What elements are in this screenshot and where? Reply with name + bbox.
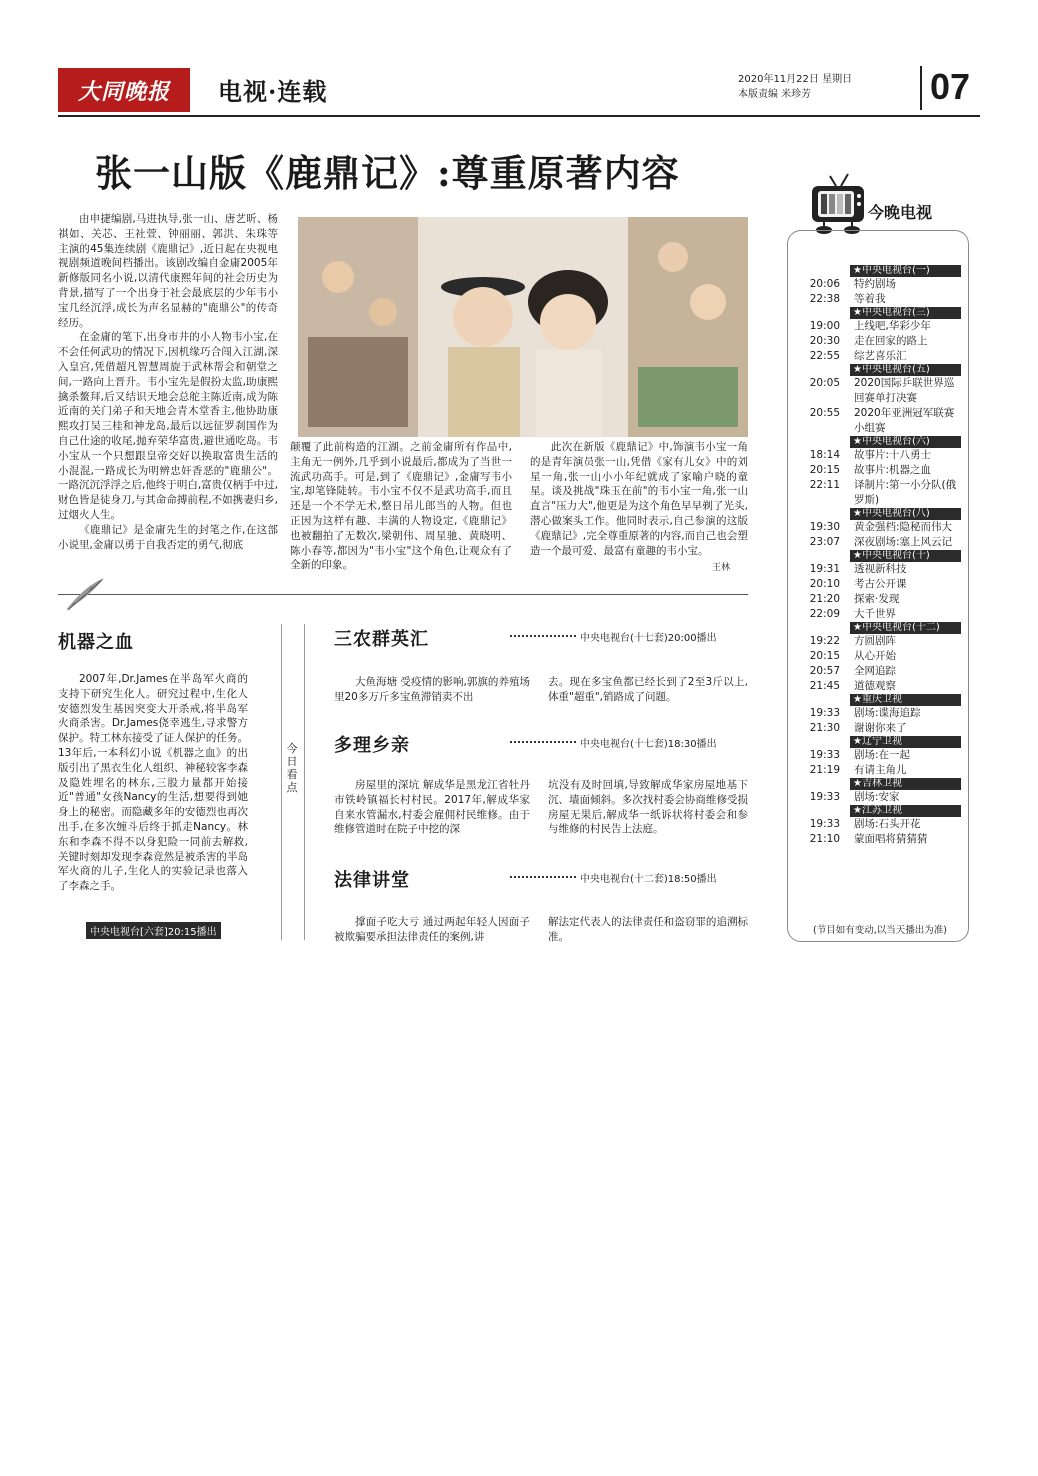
program-row	[796, 664, 961, 679]
channel-name: ★中央电视台(十)	[850, 550, 961, 562]
feature-body	[58, 672, 248, 894]
highlight-title: 法律讲堂	[334, 870, 410, 891]
highlight-text-right	[548, 778, 748, 837]
program-name: 有请主角儿	[854, 764, 907, 776]
highlight-text-left	[334, 675, 530, 705]
channel-block	[796, 622, 961, 694]
program-row	[796, 406, 961, 436]
story-author: 王林	[712, 563, 731, 573]
highlight-text-left	[334, 778, 530, 837]
program-row	[796, 790, 961, 805]
program-time: 19:33	[809, 749, 840, 761]
program-name: 考古公开课	[854, 578, 907, 590]
program-name: 综艺喜乐汇	[854, 350, 907, 362]
channel-block	[796, 436, 961, 508]
issue-date: 2020年11月22日 星期日	[738, 74, 853, 85]
story-column-2	[290, 440, 512, 573]
highlight-paragraph: 坑没有及时回填,导致解成华家房屋地基下沉、墙面倾斜。多次找村委会协商维修受损房屋无果后,解成华一纸诉状将村委会和参与维修的村民告上法庭。	[548, 779, 748, 836]
channel-name: ★吉林卫视	[850, 778, 961, 790]
channel-block	[796, 778, 961, 805]
program-name: 谢谢你来了	[854, 722, 907, 734]
program-row	[796, 634, 961, 649]
highlight-dotted-line	[510, 741, 576, 743]
program-row	[796, 832, 961, 847]
program-name: 剧场:在一起	[854, 749, 911, 761]
story-column-3	[530, 440, 748, 558]
program-name: 透视新科技	[854, 563, 907, 575]
feature-paragraph: 2007年,Dr.James在半岛军火商的支持下研究生化人。研究过程中,生化人安德烈发生基因突变大开杀戒,将半岛军火商杀害。Dr.James侥幸逃生,寻求警方保护。特工林东接受了证人保护的任务。13年后,一本科幻小说《机器之血》的出版引出了黑衣生化人组织、神秘较客李森及隐姓埋名的林东,三股力量都开始接近"普通"女孩Nancy的生活,想要得到她身上的秘密。而隐藏多年的安德烈也再次出手,在多次缠斗后终于抓走Nancy。林东和李森不得不以身犯险一同前去解救,关键时刻却发现李森竟然是被杀害的半岛军火商的儿子,生化人的实验记录也落入了李森之手。	[58, 673, 248, 893]
program-name: 全网追踪	[854, 665, 896, 677]
highlight-text-right	[548, 915, 748, 945]
program-time: 20:15	[809, 464, 840, 476]
program-name: 故事片:机器之血	[854, 464, 932, 476]
program-name: 大千世界	[854, 608, 896, 620]
program-time: 21:45	[809, 680, 840, 692]
program-name: 故事片:十八勇士	[854, 449, 932, 461]
story-paragraph: 由申捷编剧,马进执导,张一山、唐艺昕、杨祺如、关芯、王社萱、钟丽丽、郭洪、朱珠等主演的45集连续剧《鹿鼎记》,近日起在央视电视剧频道晚间档播出。该剧改编自金庸2005年新修版同名小说,以清代康熙年间的社会历史为背景,描写了一个出身于社会最底层的少年韦小宝几经沉浮,成长为声名显赫的"鹿鼎公"的传奇经历。	[58, 213, 278, 329]
program-row	[796, 649, 961, 664]
highlight-text-left	[334, 915, 530, 945]
program-time: 22:09	[809, 608, 840, 620]
header-rule	[58, 115, 980, 117]
story-paragraph: 颠覆了此前构造的江湖。之前金庸所有作品中,主角无一例外,几乎到小说最后,都成为了当世一流武功高手。可是,到了《鹿鼎记》,金庸写韦小宝,却笔锋陡转。韦小宝不仅不是武功高手,而且还是一个不学无术,整日吊儿郎当的人物。但也正因为这样有趣、丰满的人物设定,《鹿鼎记》也被翻拍了无数次,梁朝伟、周星驰、黄晓明、陈小春等,都因为"韦小宝"这个角色,让观众有了全新的印象。	[290, 441, 512, 572]
program-time: 19:33	[809, 707, 840, 719]
highlight-paragraph: 房屋里的深坑 解成华是黑龙江省牡丹市铁岭镇福长村村民。2017年,解成华家自来水管漏水,村委会雇佣村民维修。由于维修管道时在院子中挖的深	[334, 779, 530, 836]
channel-block	[796, 508, 961, 550]
program-name: 探索·发现	[854, 593, 900, 605]
schedule-note: (节目如有变动,以当天播出为准)	[813, 925, 947, 936]
program-time: 20:05	[809, 377, 840, 389]
program-time: 21:10	[809, 833, 840, 845]
highlight-paragraph: 去。现在多宝鱼都已经长到了2至3斤以上,体重"超重",销路成了问题。	[548, 676, 748, 703]
program-name: 走在回家的路上	[854, 335, 928, 347]
program-time: 20:57	[809, 665, 840, 677]
program-time: 22:38	[809, 293, 840, 305]
channel-name: ★中央电视台(八)	[850, 508, 961, 520]
channel-name: ★中央电视台(六)	[850, 436, 961, 448]
program-name: 道德观察	[854, 680, 896, 692]
program-name: 深夜剧场:塞上风云记	[854, 536, 953, 548]
channel-block	[796, 694, 961, 736]
program-time: 21:30	[809, 722, 840, 734]
program-row	[796, 448, 961, 463]
highlight-dotted-line	[510, 876, 576, 878]
highlight-channel-tag: 中央电视台(十七套)18:30播出	[580, 739, 717, 750]
highlight-paragraph: 大鱼海塘 受疫情的影响,郭旗的养殖场里20多万斤多宝鱼滞销卖不出	[334, 676, 530, 703]
section-title: 电视·连载	[218, 77, 328, 106]
main-headline: 张一山版《鹿鼎记》:尊重原著内容	[95, 151, 680, 195]
program-row	[796, 607, 961, 622]
tv-set-icon	[808, 172, 868, 238]
channel-name: ★中央电视台(五)	[850, 364, 961, 376]
highlight-paragraph: 解法定代表人的法律责任和盗窃罪的追溯标准。	[548, 916, 748, 943]
program-time: 20:30	[809, 335, 840, 347]
program-time: 20:15	[809, 650, 840, 662]
story-paragraph: 《鹿鼎记》是金庸先生的封笔之作,在这部小说里,金庸以勇于自我否定的勇气,彻底	[58, 523, 278, 551]
channel-name: ★重庆卫视	[850, 694, 961, 706]
program-name: 上线吧,华彩少年	[854, 320, 931, 332]
program-row	[796, 334, 961, 349]
program-time: 21:19	[809, 764, 840, 776]
program-row	[796, 562, 961, 577]
program-time: 20:06	[809, 278, 840, 290]
channel-name: ★江苏卫视	[850, 805, 961, 817]
program-row	[796, 721, 961, 736]
program-row	[796, 748, 961, 763]
program-name: 蒙面唱将猜猜猜	[854, 833, 928, 845]
program-row	[796, 478, 961, 508]
program-time: 20:55	[809, 407, 840, 419]
highlight-title: 三农群英汇	[334, 629, 429, 650]
section-divider	[58, 594, 748, 595]
highlight-title: 多理乡亲	[334, 735, 410, 756]
program-time: 21:20	[809, 593, 840, 605]
program-time: 22:55	[809, 350, 840, 362]
program-name: 2020年亚洲冠军联赛小组赛	[854, 407, 955, 434]
highlight-dotted-line	[510, 635, 576, 637]
highlight-text-right	[548, 675, 748, 705]
program-row	[796, 520, 961, 535]
story-paragraph: 在金庸的笔下,出身市井的小人物韦小宝,在不会任何武功的情况下,因机缘巧合闯入江湖,深入皇宫,凭借超凡智慧周旋于武林帮会和朝堂之间,一路向上晋升。韦小宝先是假扮太监,助康熙擒杀鳌拜,后又结识天地会总舵主陈近南,成为陈近南的关门弟子和天地会青木堂香主,他协助康熙攻打吴三桂和神龙岛,最后以远征罗刹国作为自己仕途的收尾,抛弃荣华富贵,避世通吃岛。韦小宝从一个只想跟皇帝交好以换取富贵生活的小混混,一路成长为明辨忠奸香恶的"鹿鼎公"。一路沉沉浮浮之后,他终于明白,富贵仅柄手中过,财色皆是徒身刀,与其命命搏前程,不如携妻归乡,过烟火人生。	[58, 331, 279, 521]
channel-block	[796, 550, 961, 622]
program-time: 19:33	[809, 818, 840, 830]
drama-photo	[298, 217, 748, 437]
channel-block	[796, 805, 961, 847]
program-time: 19:30	[809, 521, 840, 533]
program-row	[796, 763, 961, 778]
program-time: 22:11	[809, 479, 840, 491]
program-name: 黄金强档:隐秘而伟大	[854, 521, 953, 533]
channel-name: ★中央电视台(十二)	[850, 622, 961, 634]
program-name: 从心开始	[854, 650, 896, 662]
program-row	[796, 277, 961, 292]
program-row	[796, 319, 961, 334]
tv-schedule	[796, 265, 961, 847]
program-time: 23:07	[809, 536, 840, 548]
program-time: 19:22	[809, 635, 840, 647]
program-row	[796, 376, 961, 406]
channel-name: ★中央电视台(三)	[850, 307, 961, 319]
tv-tonight-title: 今晚电视	[868, 203, 933, 222]
channel-block	[796, 364, 961, 436]
page-editor: 本版责编 米珍芳	[738, 89, 812, 100]
program-row	[796, 577, 961, 592]
program-row	[796, 679, 961, 694]
channel-name: ★辽宁卫视	[850, 736, 961, 748]
program-name: 2020国际乒联世界巡回赛单打决赛	[854, 377, 955, 404]
header-divider	[920, 66, 922, 110]
program-time: 19:00	[809, 320, 840, 332]
feature-channel-tag: 中央电视台[六套]20:15播出	[86, 922, 221, 939]
channel-name: ★中央电视台(一)	[850, 265, 961, 277]
program-time: 19:33	[809, 791, 840, 803]
program-row	[796, 817, 961, 832]
program-name: 方圆剧阵	[854, 635, 896, 647]
program-row	[796, 292, 961, 307]
program-row	[796, 592, 961, 607]
drama-photo-illustration	[298, 217, 748, 437]
program-name: 剧场:谍海追踪	[854, 707, 921, 719]
highlight-paragraph: 撑面子吃大亏 通过两起年轻人因面子被欺骗要承担法律责任的案例,讲	[334, 916, 530, 943]
newspaper-logo	[58, 68, 190, 112]
highlights-vertical-label: 今日看点	[283, 742, 301, 794]
issue-info	[738, 72, 852, 102]
program-name: 特约剧场	[854, 278, 896, 290]
program-name: 等着我	[854, 293, 886, 305]
program-row	[796, 535, 961, 550]
channel-block	[796, 265, 961, 307]
feather-icon	[62, 574, 110, 614]
program-time: 20:10	[809, 578, 840, 590]
story-column-1	[58, 212, 278, 552]
program-name: 剧场:石头开花	[854, 818, 921, 830]
program-time: 18:14	[809, 449, 840, 461]
story-paragraph: 此次在新版《鹿鼎记》中,饰演韦小宝一角的是青年演员张一山,凭借《家有儿女》中的刘星一角,张一山小小年纪就成了家喻户晓的童星。谈及挑战"珠玉在前"的韦小宝一角,张一山直言"压力大",他更是为这个角色早早剃了光头,潜心做案头工作。他同时表示,自己参演的这版《鹿鼎记》,完全尊重原著的内容,而自己也会塑造一个最可爱、最富有童趣的韦小宝。	[530, 441, 748, 557]
program-row	[796, 706, 961, 721]
program-time: 19:31	[809, 563, 840, 575]
program-row	[796, 463, 961, 478]
highlight-channel-tag: 中央电视台(十七套)20:00播出	[580, 633, 717, 644]
program-name: 剧场:安家	[854, 791, 900, 803]
channel-block	[796, 307, 961, 364]
channel-block	[796, 736, 961, 778]
program-name: 译制片:第一小分队(俄罗斯)	[854, 479, 957, 506]
page-number: 07	[930, 66, 971, 107]
feature-title: 机器之血	[58, 632, 134, 653]
highlight-channel-tag: 中央电视台(十二套)18:50播出	[580, 874, 717, 885]
logo-text: 大同晚报	[77, 78, 170, 105]
program-row	[796, 349, 961, 364]
